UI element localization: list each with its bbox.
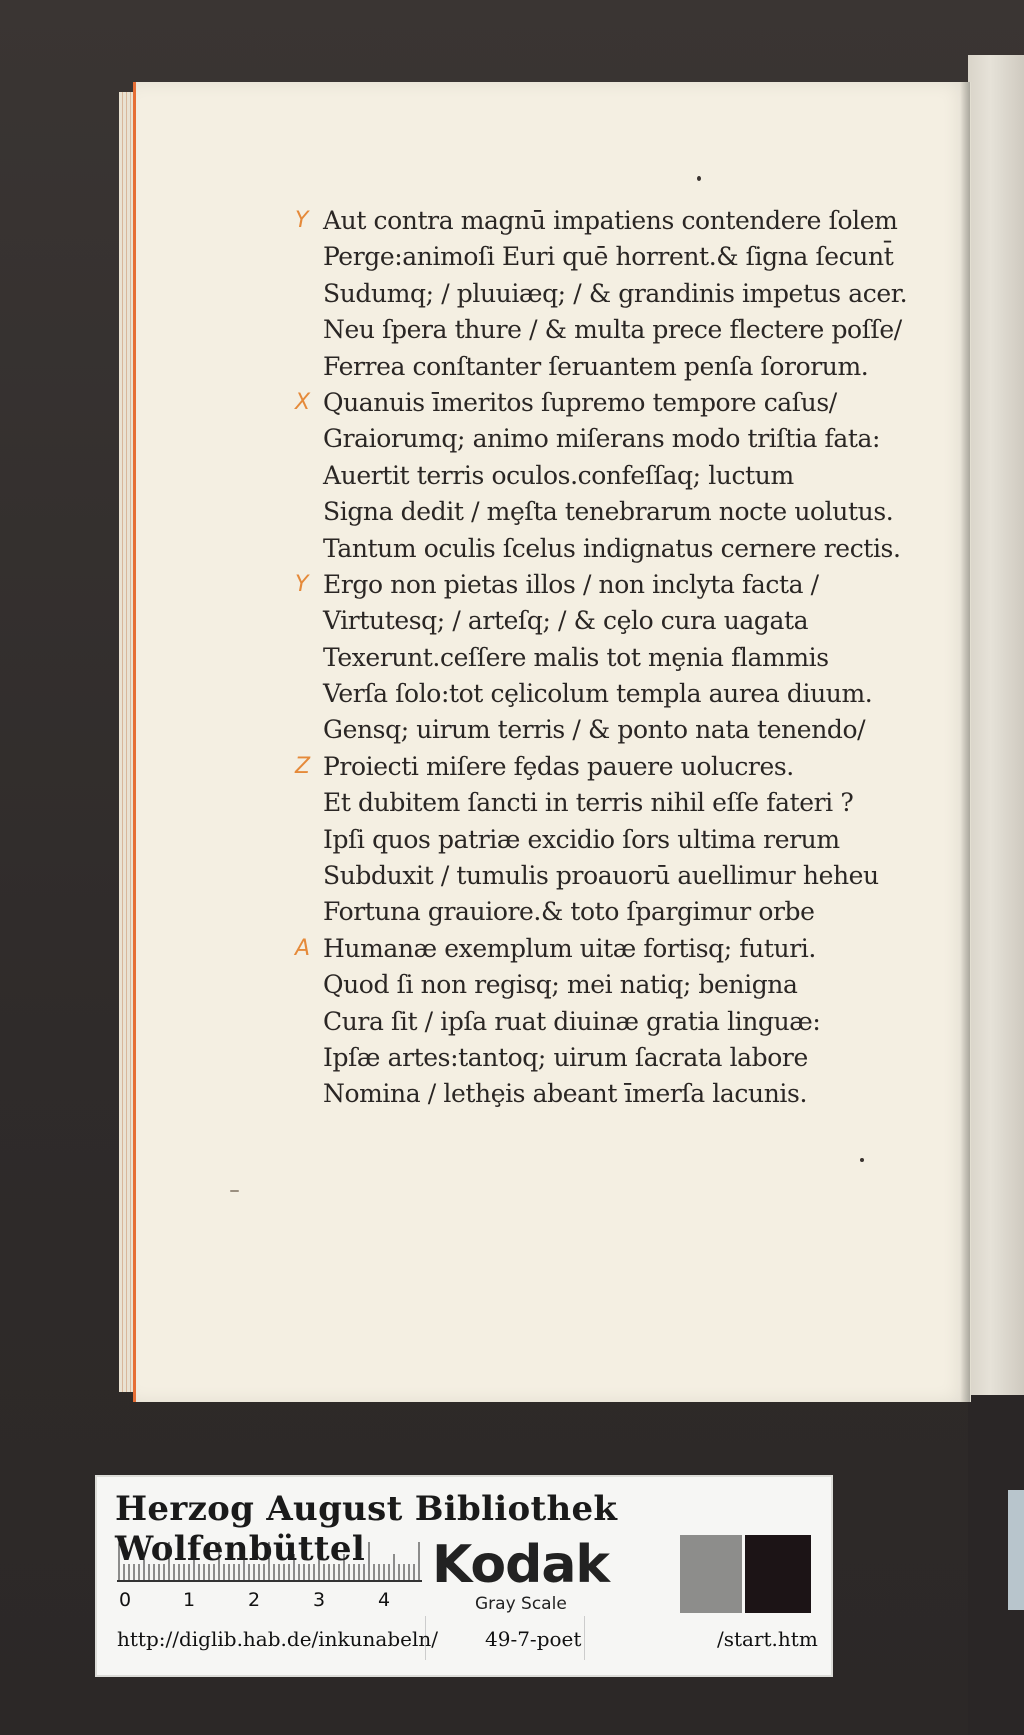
- ruler-number: 4: [378, 1589, 391, 1611]
- text-line: [323, 785, 923, 821]
- text-line-content: Humanæ exemplum uitæ fortisq; futuri.: [323, 933, 816, 963]
- text-line: [323, 312, 923, 348]
- text-line: [295, 749, 923, 785]
- ink-speck: [697, 176, 701, 181]
- text-line: [323, 858, 923, 894]
- text-line-content: Auertit terris oculos.confeſſaq; luctum: [323, 460, 794, 490]
- gray-swatch-mid: [680, 1535, 742, 1613]
- text-line: [295, 385, 923, 421]
- text-line: [323, 676, 923, 712]
- page-gutter: [960, 82, 970, 1402]
- start-page-link[interactable]: /start.htm: [717, 1627, 818, 1651]
- ruler-number: 0: [119, 1589, 132, 1611]
- text-line-content: Sudumq; / pluuiæq; / & grandinis impetus acer.: [323, 278, 908, 308]
- text-line-content: Signa dedit / mȩſta tenebrarum nocte uolutus.: [323, 497, 894, 527]
- shelfmark: 49-7-poet: [485, 1627, 582, 1651]
- text-line: [323, 640, 923, 676]
- ruler-number: 1: [183, 1589, 196, 1611]
- text-line-content: Ferrea conſtanter ſeruantem penſa ſororum.: [323, 351, 869, 381]
- ruler-number: 3: [313, 1589, 326, 1611]
- text-line: [323, 822, 923, 858]
- text-line: [323, 349, 923, 385]
- text-line-content: Ipſi quos patriæ excidio ſors ultima rerum: [323, 824, 840, 854]
- text-line-content: Ergo non pietas illos / non inclyta facta /: [323, 569, 819, 599]
- text-line: [323, 1040, 923, 1076]
- text-line: [323, 894, 923, 930]
- text-line-content: Ipſæ artes:tantoq; uirum ſacrata labore: [323, 1042, 808, 1072]
- gray-scale-label: Gray Scale: [475, 1594, 567, 1614]
- text-line: [323, 531, 923, 567]
- text-line-content: Nomina / lethȩis abeant īmerſa lacunis.: [323, 1079, 807, 1109]
- ruler-scale: [117, 1540, 422, 1582]
- text-line-content: Verſa ſolo:tot cȩlicolum templa aurea diuum.: [323, 679, 873, 709]
- ink-speck: [860, 1158, 864, 1162]
- poem-text-block: [295, 203, 923, 1113]
- text-line: [323, 967, 923, 1003]
- text-line: [323, 494, 923, 530]
- gray-swatch-black: [745, 1535, 811, 1613]
- text-line-content: Proiecti miſere fȩdas pauere uolucres.: [323, 751, 794, 781]
- facing-page-edge: [968, 55, 1024, 1395]
- text-line: [323, 421, 923, 457]
- ink-speck: [230, 1190, 239, 1192]
- text-line: [295, 931, 923, 967]
- text-line-content: Gensq; uirum terris / & ponto nata tenendo/: [323, 715, 866, 745]
- library-name: Herzog August Bibliothek Wolfenbüttel: [115, 1489, 618, 1569]
- text-line-content: Virtutesq; / arteſq; / & cȩlo cura uagata: [323, 606, 809, 636]
- text-line-content: Quod ſi non regisq; mei natiq; benigna: [323, 970, 798, 1000]
- text-line: [323, 603, 923, 639]
- text-line-content: Aut contra magnū impatiens contendere ſolem: [323, 206, 898, 235]
- text-line: [323, 239, 923, 275]
- text-line-content: Subduxit / tumulis proauorū auellimur heheu: [323, 861, 879, 891]
- marginal-mark: A: [295, 935, 310, 961]
- text-line: [323, 1076, 923, 1112]
- facing-page-tag: [1008, 1490, 1024, 1610]
- ruler-ticks: [117, 1540, 422, 1580]
- text-line-content: Perge:animoſi Euri quē horrent.& ſigna ſecunt̄: [323, 242, 894, 272]
- marginal-mark: Z: [295, 753, 310, 779]
- text-line-content: Quanuis īmeritos ſupremo tempore caſus/: [323, 387, 837, 417]
- marginal-mark: Y: [295, 208, 309, 233]
- text-line: [295, 203, 923, 239]
- text-line: [323, 712, 923, 748]
- marginal-mark: X: [295, 389, 310, 415]
- text-line-content: Texerunt.ceſſere malis tot mȩnia flammis: [323, 642, 829, 672]
- text-line-content: Tantum oculis ſcelus indignatus cernere rectis.: [323, 533, 901, 563]
- text-line: [323, 1004, 923, 1040]
- ruler-number: 2: [248, 1589, 261, 1611]
- text-line-content: Fortuna grauiore.& toto ſpargimur orbe: [323, 897, 815, 927]
- marginal-mark: Y: [295, 571, 309, 597]
- text-line-content: Cura ſit / ipſa ruat diuinæ gratia linguæ:: [323, 1006, 821, 1036]
- kodak-logo: Kodak: [432, 1535, 609, 1595]
- text-line: [323, 276, 923, 312]
- text-line: [295, 567, 923, 603]
- text-line-content: Et dubitem ſancti in terris nihil eſſe fateri ?: [323, 788, 854, 818]
- text-line: [323, 458, 923, 494]
- digital-library-url-link[interactable]: http://diglib.hab.de/inkunabeln/: [117, 1627, 439, 1651]
- text-line-content: Graiorumq; animo miſerans modo triſtia fata:: [323, 424, 881, 454]
- text-line-content: Neu ſpera thure / & multa prece flectere poſſe/: [323, 315, 902, 345]
- library-color-card: [97, 1477, 831, 1675]
